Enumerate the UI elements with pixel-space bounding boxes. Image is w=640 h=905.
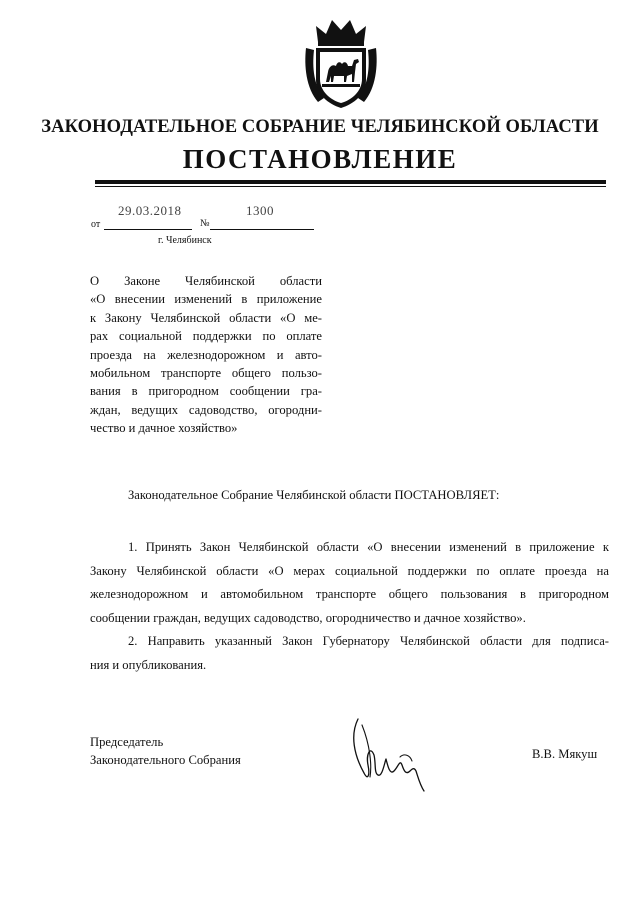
from-label: от bbox=[91, 219, 101, 230]
signer-title-line1: Председатель bbox=[90, 735, 164, 749]
document-subject bbox=[90, 272, 322, 438]
number-label: № bbox=[200, 218, 210, 229]
subject-line: О Законе Челябинской области bbox=[90, 274, 322, 288]
document-number: 1300 bbox=[246, 203, 274, 218]
assembly-name: ЗАКОНОДАТЕЛЬНОЕ СОБРАНИЕ ЧЕЛЯБИНСКОЙ ОБЛАСТИ bbox=[41, 117, 599, 137]
header-divider-thin bbox=[95, 186, 606, 187]
subject-line: проезда на железнодорожном и авто- bbox=[90, 347, 322, 362]
paragraph-line: сообщении граждан, ведущих садоводство, огородничество и дачное хозяйство». bbox=[90, 611, 526, 626]
signer-name: В.В. Мякуш bbox=[532, 747, 598, 761]
paragraph-1 bbox=[90, 536, 609, 631]
signer-title bbox=[90, 733, 241, 769]
handwritten-signature-icon bbox=[340, 715, 440, 795]
decree-statement: Законодательное Собрание Челябинской области ПОСТАНОВЛЯЕТ: bbox=[128, 488, 500, 502]
paragraph-line: Закону Челябинской области «О мерах социальной поддержки по оплате проезда на bbox=[90, 563, 609, 578]
subject-line: «О внесении изменений в приложение bbox=[90, 292, 322, 307]
subject-line: рах социальной поддержки по оплате bbox=[90, 329, 322, 344]
city-label: г. Челябинск bbox=[158, 235, 212, 246]
subject-line: мобильном транспорте общего пользо- bbox=[90, 366, 322, 381]
coat-of-arms-icon bbox=[302, 16, 380, 110]
paragraph-2 bbox=[90, 630, 609, 677]
date-underline bbox=[104, 229, 192, 230]
paragraph-line: ния и опубликования. bbox=[90, 657, 207, 672]
document-type-title: ПОСТАНОВЛЕНИЕ bbox=[182, 144, 458, 174]
document-date: 29.03.2018 bbox=[118, 203, 182, 218]
paragraph-line: 1. Принять Закон Челябинской области «О внесении изменений в приложение к bbox=[128, 540, 609, 554]
subject-line: ждан, ведущих садоводство, огородни- bbox=[90, 402, 322, 417]
paragraph-line: 2. Направить указанный Закон Губернатору Челябинской области для подписа- bbox=[128, 634, 609, 648]
paragraph-line: железнодорожном и автомобильном транспорте общего пользования в пригородном bbox=[90, 587, 609, 602]
number-underline bbox=[210, 229, 314, 230]
subject-line: к Закону Челябинской области «О ме- bbox=[90, 310, 322, 325]
subject-line: вания в пригородном сообщении гра- bbox=[90, 384, 322, 399]
subject-line: чество и дачное хозяйство» bbox=[90, 421, 238, 436]
header-divider-thick bbox=[95, 180, 606, 184]
signer-title-line2: Законодательного Собрания bbox=[90, 753, 241, 767]
